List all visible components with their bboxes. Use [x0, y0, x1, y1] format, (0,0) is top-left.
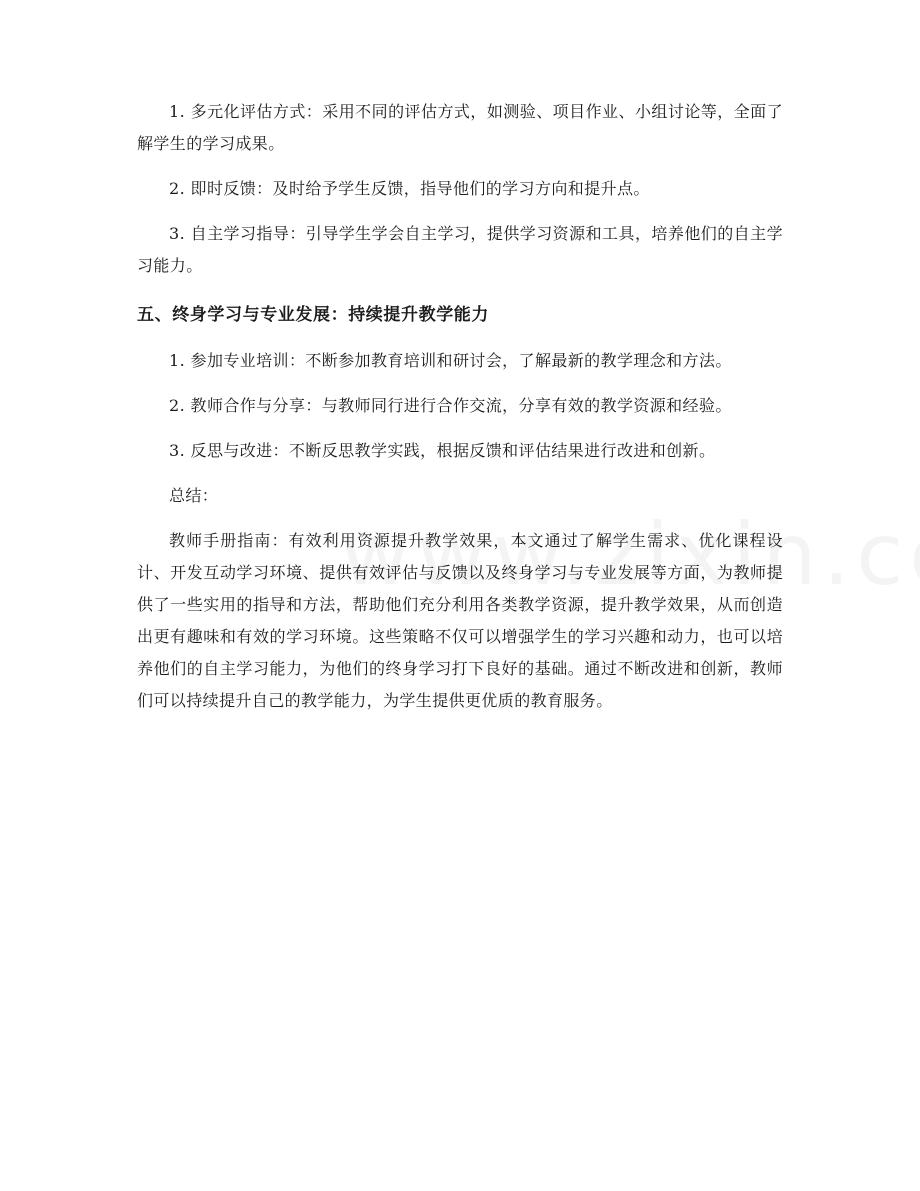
- section4-item-3: 3. 自主学习指导：引导学生学会自主学习，提供学习资源和工具，培养他们的自主学习能力。: [137, 224, 783, 275]
- section5-item-1: 1. 参加专业培训：不断参加教育培训和研讨会，了解最新的教学理念和方法。: [169, 351, 732, 370]
- section4-item-2: 2. 即时反馈：及时给予学生反馈，指导他们的学习方向和提升点。: [169, 179, 650, 198]
- summary-text: 教师手册指南：有效利用资源提升教学效果，本文通过了解学生需求、优化课程设计、开发互动学习环境、提供有效评估与反馈以及终身学习与专业发展等方面，为教师提供了一些实用的指导和方法，帮助他们充分利用各类教学资源，提升教学效果，从而创造出更有趣味和有效的学习环境。这些策略不仅可以增强学生的学习兴趣和动力，也可以培养他们的自主学习能力，为他们的终身学习打下良好的基础。通过不断改进和创新，教师们可以持续提升自己的教学能力，为学生提供更优质的教育服务。: [137, 531, 783, 710]
- section4-item-1: 1. 多元化评估方式：采用不同的评估方式，如测验、项目作业、小组讨论等，全面了解学生的学习成果。: [137, 102, 783, 153]
- summary-label: 总结：: [169, 486, 219, 505]
- section5-item-2: 2. 教师合作与分享：与教师同行进行合作交流，分享有效的教学资源和经验。: [169, 396, 732, 415]
- section5-heading: 五、终身学习与专业发展：持续提升教学能力: [137, 305, 489, 325]
- section5-item-3: 3. 反思与改进：不断反思教学实践，根据反馈和评估结果进行改进和创新。: [169, 441, 716, 460]
- document-body: [137, 96, 783, 717]
